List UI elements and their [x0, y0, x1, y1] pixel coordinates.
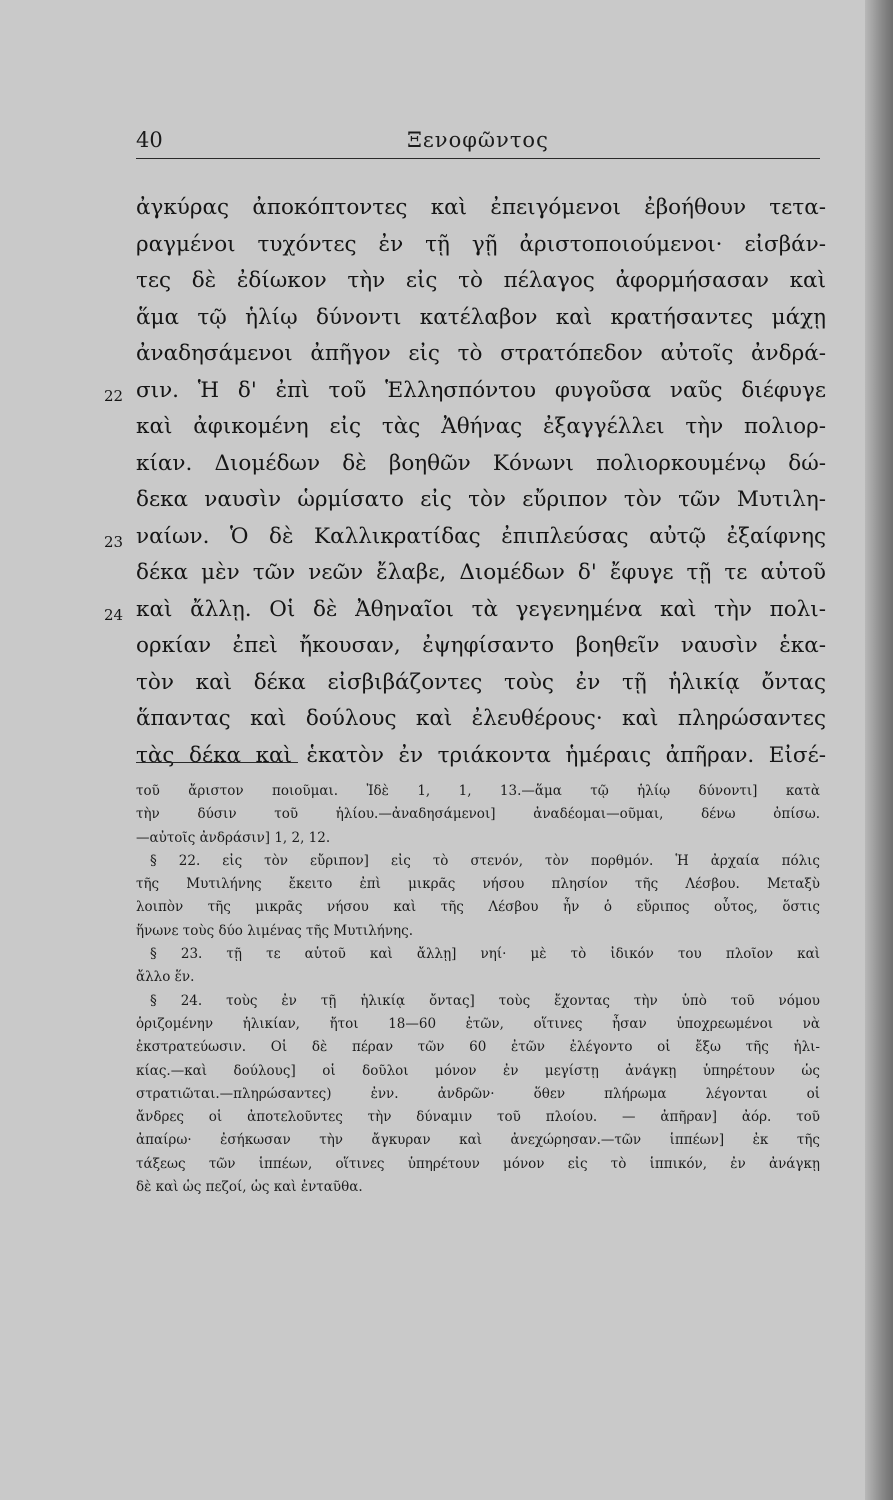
text-line — [104, 592, 826, 629]
footnote-line: τοῦ ἄριστον ποιοῦμαι. Ἰδὲ 1, 1, 13.—ἅμα τῷ ἡλίῳ δύνοντι] κατὰ — [136, 783, 820, 799]
text-line — [136, 628, 826, 665]
footnote-line: τῆς Μυτιλήνης ἔκειτο ἐπὶ μικρᾶς νήσου πλησίον τῆς Λέσβου. Μεταξὺ — [136, 876, 820, 893]
line-text: κίαν. Διομέδων δὲ βοηθῶν Κόνωνι πολιορκουμένῳ δώ- — [136, 450, 826, 476]
text-line — [136, 701, 826, 738]
line-text: ἅπαντας καὶ δούλους καὶ ἐλευθέρους· καὶ πληρώσαντες — [136, 706, 826, 731]
running-head: Ξενοφῶντος — [407, 128, 549, 152]
footnote-line: ἐκστρατεύωσιν. Οἱ δὲ πέραν τῶν 60 ἐτῶν ἐλέγοντο οἱ ἔξω τῆς ἡλι- — [136, 1039, 820, 1056]
footnote-line: στρατιῶται.—πληρώσαντες) ἐνν. ἀνδρῶν· ὅθεν πλήρωμα λέγονται οἱ — [136, 1085, 820, 1102]
text-line — [136, 665, 826, 702]
main-text — [104, 190, 826, 774]
text-line — [136, 227, 826, 264]
footnote-line: ἥνωνε τοὺς δύο λιμένας τῆς Μυτιλήνης. — [136, 922, 413, 939]
footnote-line: τὴν δύσιν τοῦ ἡλίου.—ἀναδησάμενοι] ἀναδέομαι—οῦμαι, δένω ὀπίσω. — [136, 806, 820, 823]
footnote-rule — [136, 762, 298, 763]
footnote-line: ἄλλο ἕν. — [136, 969, 195, 986]
section-number: 23 — [104, 532, 124, 551]
text-line — [104, 519, 826, 556]
line-text: ραγμένοι τυχόντες ἐν τῇ γῇ ἀριστοποιούμενοι· εἰσβάν- — [136, 231, 826, 257]
line-text: τὸν καὶ δέκα εἰσβιβάζοντες τοὺς ἐν τῇ ἡλικίᾳ ὄντας — [136, 669, 826, 695]
page-number: 40 — [136, 128, 163, 152]
text-line — [136, 263, 826, 300]
footnote-line: τάξεως τῶν ἱππέων, οἵτινες ὑπηρέτουν μόνον εἰς τὸ ἱππικόν, ἐν ἀνάγκῃ — [136, 1155, 820, 1172]
page-edge — [865, 0, 893, 1500]
footnotes — [136, 780, 820, 1199]
section-number: 24 — [104, 605, 124, 624]
footnote-line: ἀπαίρω· ἐσήκωσαν τὴν ἄγκυραν καὶ ἀνεχώρησαν.—τῶν ἱππέων] ἐκ τῆς — [136, 1132, 820, 1149]
line-text: ορκίαν ἐπεὶ ἤκουσαν, ἐψηφίσαντο βοηθεῖν ναυσὶν ἑκα- — [136, 633, 826, 658]
footnote-line: ὁριζομένην ἡλικίαν, ἤτοι 18—60 ἐτῶν, οἵτινες ἦσαν ὑποχρεωμένοι νὰ — [136, 1015, 820, 1032]
footnote-line: § 22. εἰς τὸν εὔριπον] εἰς τὸ στενόν, τὸν πορθμόν. Ἡ ἀρχαία πόλις — [150, 852, 820, 869]
footnote-line: —αὐτοῖς ἀνδράσιν] 1, 2, 12. — [136, 829, 331, 846]
line-text: ἀναδησάμενοι ἀπῆγον εἰς τὸ στρατόπεδον αὐτοῖς ἀνδρά- — [136, 341, 826, 366]
text-line — [136, 409, 826, 446]
line-text: ἀγκύρας ἀποκόπτοντες καὶ ἐπειγόμενοι ἐβοήθουν τετα- — [136, 195, 826, 220]
footnote-line: δὲ καὶ ὡς πεζοί, ὡς καὶ ἐνταῦθα. — [136, 1179, 363, 1196]
line-text: τες δὲ ἐδίωκον τὴν εἰς τὸ πέλαγος ἀφορμήσασαν καὶ — [136, 268, 826, 293]
line-text: δέκα μὲν τῶν νεῶν ἔλαβε, Διομέδων δ' ἔφυγε τῇ τε αὑτοῦ — [136, 560, 826, 585]
footnote-line: ἄνδρες οἱ ἀποτελοῦντες τὴν δύναμιν τοῦ πλοίου. — ἀπῆραν] ἀόρ. τοῦ — [136, 1109, 820, 1126]
footnote-line: § 23. τῇ τε αὑτοῦ καὶ ἄλλῃ] νηί· μὲ τὸ ἰδικόν του πλοῖον καὶ — [150, 946, 820, 963]
section-number: 22 — [104, 386, 124, 405]
line-text: δεκα ναυσὶν ὡρμίσατο εἰς τὸν εὔριπον τὸν τῶν Μυτιλη- — [136, 487, 826, 512]
footnote-line: κίας.—καὶ δούλους] οἱ δοῦλοι μόνον ἐν μεγίστῃ ἀνάγκῃ ὑπηρέτουν ὡς — [136, 1062, 820, 1079]
footnote-line: λοιπὸν τῆς μικρᾶς νήσου καὶ τῆς Λέσβου ἦν ὁ εὔριπος οὗτος, ὅστις — [136, 899, 820, 916]
text-line — [136, 738, 826, 775]
page-header — [136, 128, 820, 162]
line-text: ἅμα τῷ ἡλίῳ δύνοντι κατέλαβον καὶ κρατήσαντες μάχῃ — [136, 304, 826, 330]
footnote-line: § 24. τοὺς ἐν τῇ ἡλικίᾳ ὄντας] τοὺς ἔχοντας τὴν ὑπὸ τοῦ νόμου — [150, 992, 820, 1009]
line-text: ναίων. Ὁ δὲ Καλλικρατίδας ἐπιπλεύσας αὐτῷ ἐξαίφνης — [136, 523, 826, 549]
text-line — [136, 190, 826, 227]
header-rule — [136, 158, 820, 159]
text-line — [136, 555, 826, 592]
line-text: καὶ ἀφικομένη εἰς τὰς Ἀθήνας ἐξαγγέλλει τὴν πολιορ- — [136, 414, 826, 439]
line-text: τὰς δέκα καὶ ἑκατὸν ἐν τριάκοντα ἡμέραις ἀπῆραν. Εἰσέ- — [136, 742, 826, 768]
line-text: καὶ ἄλλῃ. Οἱ δὲ Ἀθηναῖοι τὰ γεγενημένα καὶ τὴν πολι- — [136, 596, 826, 622]
text-line — [136, 482, 826, 519]
line-text: σιν. Ἡ δ' ἐπὶ τοῦ Ἑλλησπόντου φυγοῦσα ναῦς διέφυγε — [136, 377, 826, 403]
text-line — [136, 300, 826, 337]
text-line — [136, 446, 826, 483]
text-line — [104, 373, 826, 410]
text-line — [136, 336, 826, 373]
